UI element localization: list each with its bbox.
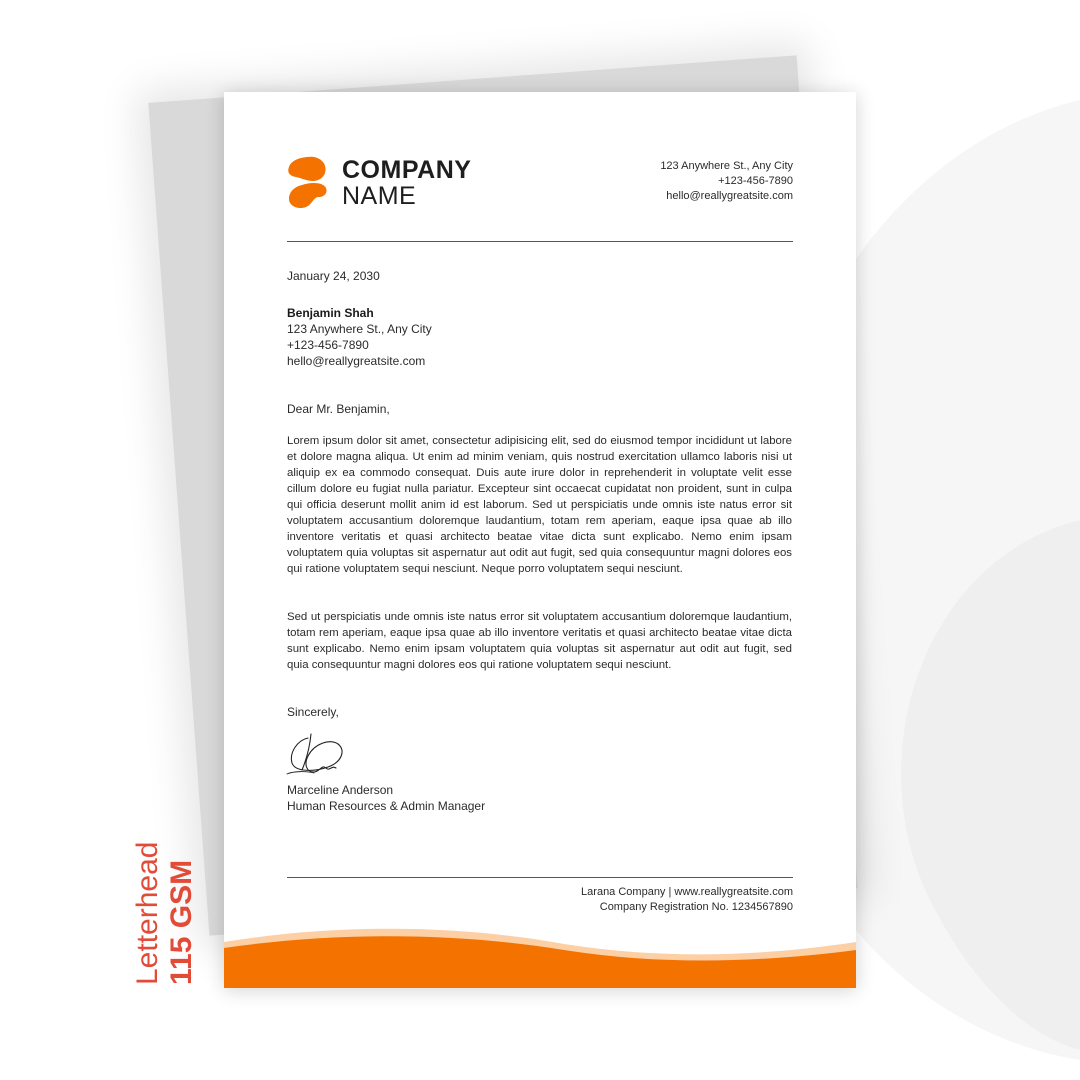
header-phone: +123-456-7890: [718, 175, 793, 187]
side-label-letterhead: Letterhead: [131, 841, 164, 985]
recipient-phone: +123-456-7890: [287, 338, 369, 352]
letter-closing: Sincerely,: [287, 705, 339, 719]
footer-info: [581, 885, 793, 915]
header-email: hello@reallygreatsite.com: [666, 190, 793, 202]
body-paragraph-1: Lorem ipsum dolor sit amet, consectetur adipisicing elit, sed do eiusmod tempor incididunt ut labore et dolore magna aliqua. Ut enim ad minim veniam, quis nostrud exercitation ullamco laboris nisi ut aliquip ex ea commodo consequat. Duis aute irure dolor in reprehenderit in voluptate velit esse cillum dolore eu fugiat nulla pariatur. Excepteur sint occaecat cupidatat non proident, sunt in culpa qui officia deserunt mollit anim id est laborum. Sed ut perspiciatis unde omnis iste natus error sit voluptatem accusantium doloremque laudantium, totam rem aperiam, eaque ipsa quae ab illo inventore veritatis et quasi architecto beatae vitae dicta sunt explicabo. Nemo enim ipsam voluptatem quia voluptas sit aspernatur aut odit aut fugit, sed quia consequuntur magni dolores eos qui ratione voluptatem sequi nesciunt. Neque porro voluptatem sequi nesciunt.: [287, 435, 792, 575]
signer-title: Human Resources & Admin Manager: [287, 799, 486, 813]
letter-greeting: Dear Mr. Benjamin,: [287, 402, 390, 416]
body-paragraph-2: Sed ut perspiciatis unde omnis iste natus error sit voluptatem accusantium doloremque laudantium, totam rem aperiam, eaque ipsa quae ab illo inventore veritatis et quasi architecto beatae vitae dicta sunt explicabo. Nemo enim ipsam voluptatem quia voluptas sit aspernatur aut odit aut fugit, sed quia consequuntur magni dolores eos qui ratione voluptatem sequi nesciunt.: [287, 611, 792, 671]
letterhead-sheet: [224, 92, 856, 988]
recipient-email: hello@reallygreatsite.com: [287, 354, 426, 368]
footer-divider: [287, 877, 793, 878]
header-contact: [660, 159, 793, 204]
company-name-line2: NAME: [342, 182, 417, 210]
letter-date: January 24, 2030: [287, 269, 380, 283]
orange-blob-logo-icon: [286, 156, 330, 210]
signer-name: Marceline Anderson: [287, 783, 394, 797]
header-address: 123 Anywhere St., Any City: [660, 160, 793, 172]
recipient-name: Benjamin Shah: [287, 306, 374, 320]
recipient-address: 123 Anywhere St., Any City: [287, 322, 432, 336]
handwritten-signature-icon: [284, 730, 348, 778]
orange-wave-footer: [224, 926, 856, 988]
side-label-gsm: 115 GSM: [165, 859, 198, 985]
footer-company-website: Larana Company | www.reallygreatsite.com: [581, 886, 793, 898]
footer-registration: Company Registration No. 1234567890: [599, 901, 793, 913]
company-name-line1: COMPANY: [342, 156, 472, 184]
signer-block: [287, 782, 485, 814]
header-divider: [287, 241, 793, 242]
recipient-block: [287, 305, 432, 369]
